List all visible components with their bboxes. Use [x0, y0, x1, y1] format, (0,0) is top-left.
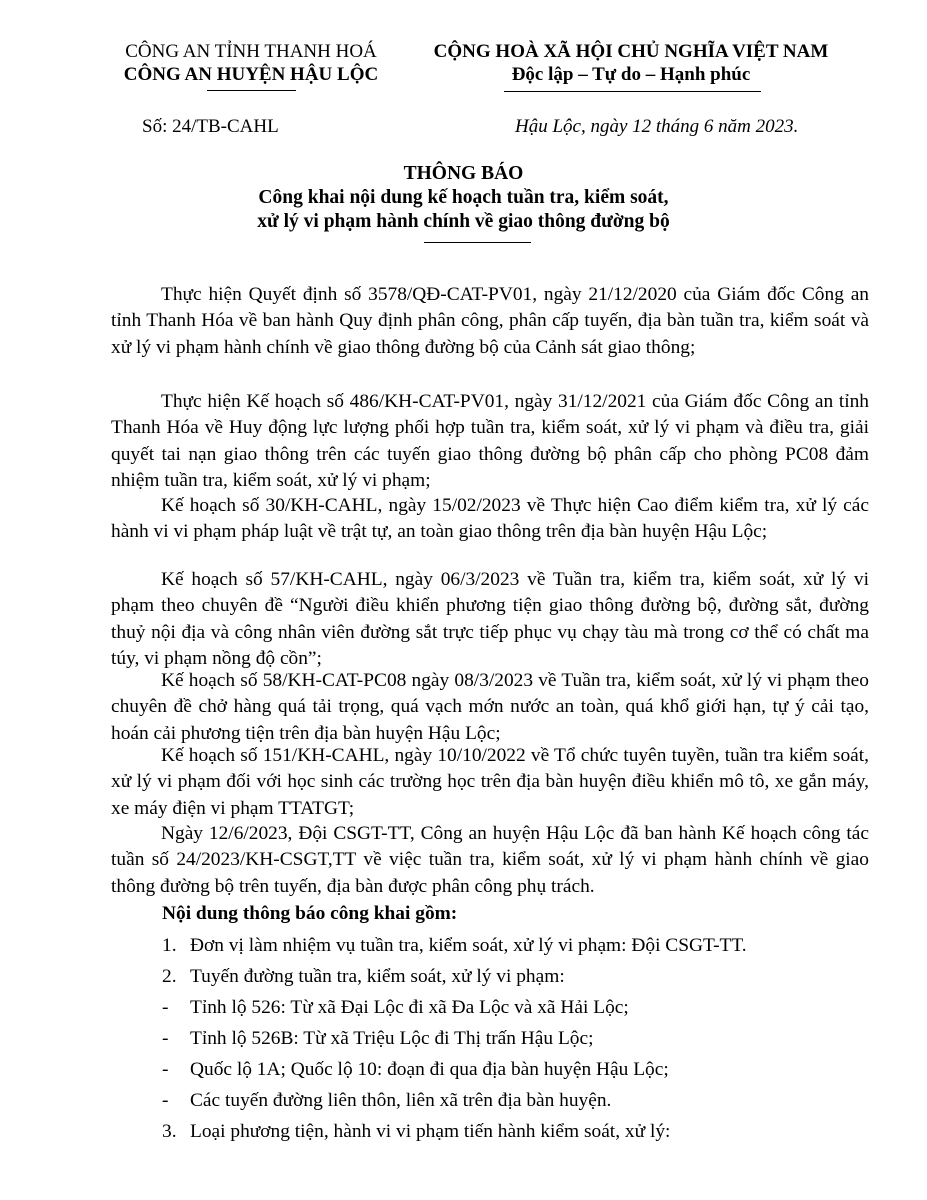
document-title: THÔNG BÁO [403, 163, 524, 184]
list-marker: - [162, 1059, 169, 1080]
paragraph-plan-57: Kế hoạch số 57/KH-CAHL, ngày 06/3/2023 về Tuần tra, kiểm tra, kiểm soát, xử lý vi phạm theo chuyên đề “Người điều khiển phương tiện giao thông đường bộ, đường sắt, đường thuỷ nội địa và công nhân viên đường sắt trực tiếp phục vụ chạy tàu mà trong cơ thể có chất ma túy, vi phạm nồng độ cồn”; [111, 569, 869, 670]
paragraph-decision-3578: Thực hiện Quyết định số 3578/QĐ-CAT-PV01, ngày 21/12/2020 của Giám đốc Công an tỉnh Thanh Hóa về ban hành Quy định phân công, phân cấp tuyến, địa bàn tuần tra, kiểm soát và xử lý vi phạm hành chính về giao thông đường bộ của Cảnh sát giao thông; [111, 284, 869, 358]
list-item [162, 934, 747, 958]
agency-name: CÔNG AN HUYỆN HẬU LỘC [123, 64, 379, 85]
list-marker: - [162, 997, 169, 1018]
list-item [162, 1058, 669, 1082]
paragraph-plan-486: Thực hiện Kế hoạch số 486/KH-CAT-PV01, ngày 31/12/2021 của Giám đốc Công an tỉnh Thanh Hóa về Huy động lực lượng phối hợp tuần tra, kiểm soát, xử lý vi phạm và điều tra, giải quyết tai nạn giao thông trên các tuyến giao thông đường bộ phân cấp cho phòng PC08 đảm nhiệm tuần tra, kiểm soát, xử lý vi phạm; [111, 391, 869, 492]
list-item [162, 1027, 594, 1051]
list-item-text: Tỉnh lộ 526: Từ xã Đại Lộc đi xã Đa Lộc và xã Hải Lộc; [190, 997, 629, 1018]
list-item [162, 1089, 611, 1113]
list-marker: 3. [162, 1121, 177, 1142]
list-marker: - [162, 1090, 169, 1111]
motto-underline [504, 91, 761, 92]
list-item-text: Quốc lộ 1A; Quốc lộ 10: đoạn đi qua địa bàn huyện Hậu Lộc; [190, 1059, 669, 1080]
list-item-text: Loại phương tiện, hành vi vi phạm tiến hành kiểm soát, xử lý: [190, 1121, 671, 1142]
list-marker: - [162, 1028, 169, 1049]
place-date: Hậu Lộc, ngày 12 tháng 6 năm 2023. [515, 116, 799, 137]
list-item [162, 996, 629, 1020]
agency-parent: CÔNG AN TỈNH THANH HOÁ [125, 41, 377, 62]
national-motto: Độc lập – Tự do – Hạnh phúc [511, 64, 751, 85]
list-item-text: Các tuyến đường liên thôn, liên xã trên địa bàn huyện. [190, 1090, 612, 1111]
paragraph-plan-58: Kế hoạch số 58/KH-CAT-PC08 ngày 08/3/2023 về Tuần tra, kiểm soát, xử lý vi phạm theo chuyên đề chở hàng quá tải trọng, quá vạch mớn nước an toàn, quá khổ giới hạn, tự ý cải tạo, hoán cải phương tiện trên địa bàn huyện Hậu Lộc; [111, 670, 869, 744]
title-underline [424, 242, 531, 243]
list-marker: 2. [162, 966, 177, 987]
list-marker: 1. [162, 935, 177, 956]
paragraph-plan-30: Kế hoạch số 30/KH-CAHL, ngày 15/02/2023 về Thực hiện Cao điểm kiểm tra, xử lý các hành vi vi phạm pháp luật về trật tự, an toàn giao thông trên địa bàn huyện Hậu Lộc; [111, 495, 869, 543]
list-item-text: Tỉnh lộ 526B: Từ xã Triệu Lộc đi Thị trấn Hậu Lộc; [190, 1028, 594, 1049]
paragraph-weekly-plan: Ngày 12/6/2023, Đội CSGT-TT, Công an huyện Hậu Lộc đã ban hành Kế hoạch công tác tuần số 24/2023/KH-CSGT,TT về việc tuần tra, kiểm soát, xử lý vi phạm hành chính về giao thông đường bộ trên tuyến, địa bàn được phân công phụ trách. [111, 823, 869, 897]
list-item [162, 1120, 670, 1144]
national-title: CỘNG HOÀ XÃ HỘI CHỦ NGHĨA VIỆT NAM [433, 41, 829, 62]
list-item [162, 965, 565, 989]
agency-underline [207, 90, 296, 91]
content-heading: Nội dung thông báo công khai gồm: [162, 903, 458, 924]
document-subtitle-line2: xử lý vi phạm hành chính về giao thông đường bộ [257, 211, 670, 232]
list-item-text: Đơn vị làm nhiệm vụ tuần tra, kiểm soát, xử lý vi phạm: Đội CSGT-TT. [190, 935, 747, 956]
document-number: Số: 24/TB-CAHL [142, 116, 279, 137]
paragraph-plan-151: Kế hoạch số 151/KH-CAHL, ngày 10/10/2022 về Tổ chức tuyên tuyền, tuần tra kiểm soát, xử lý vi phạm đối với học sinh các trường học trên địa bàn huyện điều khiển mô tô, xe gắn máy, xe máy điện vi phạm TTATGT; [111, 745, 869, 819]
list-item-text: Tuyến đường tuần tra, kiểm soát, xử lý vi phạm: [190, 966, 565, 987]
document-subtitle-line1: Công khai nội dung kế hoạch tuần tra, kiểm soát, [258, 187, 669, 208]
